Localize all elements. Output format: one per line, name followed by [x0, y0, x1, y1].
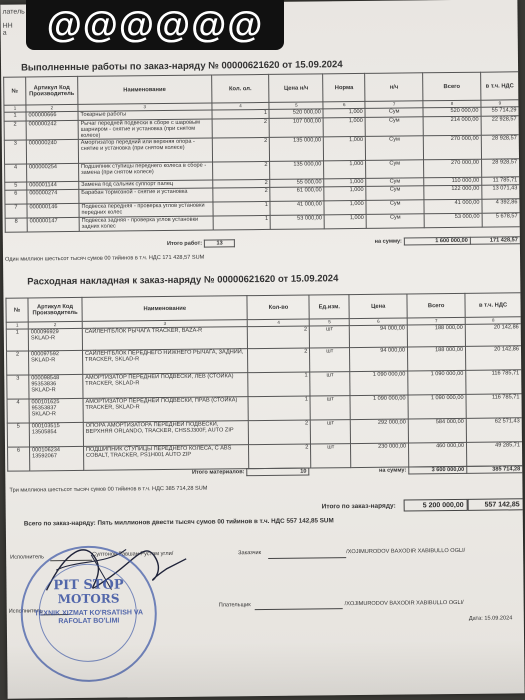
works-cell-total: 41 000,00	[424, 199, 482, 214]
materials-index-cell: 5	[309, 319, 349, 326]
works-cell-vat: 28 928,57	[481, 159, 519, 177]
works-cell-unit: Сум	[366, 214, 424, 229]
works-cell-name: Барабан тормозной - снятие и установка	[79, 188, 213, 203]
works-cell-total: 110 000,00	[424, 177, 482, 186]
materials-article-code: 000098548 95353836	[31, 375, 60, 388]
works-cell-unit: Сум	[366, 200, 424, 215]
materials-cell-unit: шт	[310, 348, 350, 372]
works-cell-norm: 1,000	[324, 214, 366, 228]
materials-header-cell: Наименование	[82, 296, 248, 322]
works-cell-n: 7	[5, 204, 27, 218]
works-cell-qty: 2	[212, 187, 270, 202]
materials-cell-code	[29, 422, 83, 447]
materials-header-cell: Всего	[407, 293, 465, 318]
stamp-logo-line-1: PIT STOP	[53, 577, 124, 594]
materials-cell-total: 584 000,00	[408, 418, 466, 443]
materials-cell-name: САЙЛЕНТБЛОК РЫЧАГА TRACKER, BAZA-R	[82, 327, 248, 351]
works-cell-code: 000000254	[27, 163, 79, 182]
works-cell-price: 107 000,00	[270, 118, 324, 138]
works-cell-unit: Сум	[366, 136, 424, 161]
customer-label: Заказчик	[238, 550, 262, 557]
works-cell-vat: 28 928,57	[481, 135, 519, 159]
materials-cell-qty: 2	[249, 444, 311, 469]
works-cell-qty: 2	[212, 137, 270, 162]
works-cell-name: Подвеска передняя - проверка углов установки передних колес	[79, 202, 213, 217]
stamp-logo-line-2: MOTORS	[57, 591, 120, 607]
works-cell-n: 4	[5, 164, 27, 182]
works-cell-code: 000000146	[27, 203, 79, 218]
works-header-cell: Норма	[323, 73, 365, 101]
works-sum-total: 1 600 000,00	[404, 237, 470, 245]
materials-cell-n: 6	[8, 447, 30, 471]
works-index-cell: 9	[481, 100, 519, 107]
materials-cell-n: 4	[7, 399, 29, 423]
works-index-cell: 1	[4, 105, 26, 112]
executor-label: Исполнитель	[10, 554, 45, 561]
works-header-cell: Всего	[423, 72, 481, 101]
company-stamp	[20, 545, 157, 682]
materials-header-cell: Цена	[349, 294, 407, 319]
materials-cell-vat: 116 785,71	[466, 370, 522, 395]
materials-cell-qty: 2	[249, 420, 311, 445]
works-cell-total: 270 000,00	[424, 159, 482, 178]
works-cell-norm: 1,000	[323, 108, 365, 117]
works-cell-total: 520 000,00	[423, 107, 481, 117]
works-cell-norm: 1,000	[324, 186, 366, 200]
grand-total-amount: 5 200 000,00	[404, 499, 468, 512]
works-index-cell: 5	[269, 102, 323, 110]
works-sum-label: на сумму:	[374, 238, 402, 245]
materials-cell-total: 1 090 000,00	[408, 370, 466, 395]
materials-index-cell: 3	[82, 320, 248, 329]
customer-name: /XOJIMURODOV BAXODIR XABIBULLO OGLI/	[346, 547, 466, 556]
works-cell-n: 8	[5, 218, 27, 232]
works-cell-vat: 13 071,43	[482, 185, 520, 199]
works-cell-total: 122 000,00	[424, 185, 482, 200]
materials-cell-vat: 49 285,71	[467, 442, 523, 467]
document-date: Дата: 15.09.2024	[468, 615, 513, 622]
materials-cell-price: 230 000,00	[351, 443, 409, 468]
works-cell-unit: Сум	[366, 160, 424, 179]
materials-cell-price: 1 090 000,00	[350, 395, 408, 420]
works-cell-vat: 11 785,71	[482, 177, 520, 185]
works-index-cell: 8	[423, 100, 481, 108]
materials-sum-label: на сумму:	[378, 467, 407, 474]
materials-cell-price: 292 000,00	[350, 419, 408, 444]
materials-article-code: 000106234 13592067	[31, 447, 61, 460]
materials-manufacturer: SKLAD-R	[31, 411, 56, 418]
works-header-cell: Цена н/ч	[269, 74, 323, 103]
works-cell-vat: 55 714,29	[481, 107, 519, 116]
works-cell-qty: 2	[212, 179, 270, 188]
works-cell-name: Амортизатор передний или верхняя опора - снятие и установка (при снятом колесе)	[78, 138, 212, 163]
materials-total-label: Итого материалов:	[191, 468, 245, 476]
materials-cell-unit: шт	[310, 372, 350, 396]
works-cell-price: 135 000,00	[270, 137, 324, 162]
works-cell-code: 000000274	[27, 189, 79, 204]
works-cell-code: 000000666	[26, 111, 78, 121]
works-cell-n: 5	[5, 182, 27, 190]
materials-cell-n: 1	[6, 329, 28, 351]
materials-cell-total: 1 090 000,00	[408, 394, 466, 419]
materials-manufacturer: SKLAD-R	[31, 387, 56, 394]
materials-cell-unit: шт	[311, 420, 351, 444]
works-cell-norm: 1,000	[324, 178, 366, 186]
works-cell-qty: 1	[213, 215, 271, 230]
materials-table	[5, 292, 523, 471]
materials-cell-n: 2	[7, 351, 29, 375]
works-cell-price: 53 000,00	[271, 215, 325, 230]
works-index-cell: 4	[212, 102, 270, 110]
materials-cell-code	[29, 398, 83, 423]
materials-cell-code	[29, 374, 83, 399]
works-cell-code: 000001144	[27, 181, 79, 190]
works-cell-price: 41 000,00	[270, 201, 324, 216]
works-cell-price: 61 000,00	[270, 187, 324, 202]
executor-name: Султонов Равшан Рустам угли/	[92, 550, 174, 558]
materials-manufacturer: SKLAD-R	[31, 357, 56, 364]
materials-index-cell: 4	[248, 319, 310, 327]
materials-header-cell: Кол-во	[247, 295, 309, 320]
works-cell-price: 520 000,00	[269, 109, 323, 119]
materials-cell-unit: шт	[311, 444, 351, 468]
materials-article-code: 000101625 95353837	[31, 399, 60, 412]
stamp-caption: TEXNIK XIZMAT KO'RSATISH VA RAFOLAT BO'LIMI	[34, 609, 144, 626]
top-fragment-line-2: НН а	[2, 22, 13, 37]
works-cell-name: Рычаг передней подвески в сборе с шаровым шарниром - снятие и установка (при снятом колесе)	[78, 119, 212, 139]
works-index-cell: 2	[26, 104, 78, 112]
works-sum-in-words: Один миллион шестьсот тысяч сумов 00 тийинов в т.ч. НДС 171 428,57 SUM	[5, 254, 205, 263]
redaction-sticker: @@@@@@	[26, 0, 284, 50]
materials-article-code: 000103515 13505854	[31, 423, 60, 436]
materials-article-code: 000097592	[30, 351, 60, 358]
works-total-qty: 13	[205, 240, 235, 247]
works-cell-name: Замена под сальник суппорт палец	[79, 180, 213, 189]
works-total-label: Итого работ:	[166, 240, 203, 247]
works-header-cell: в т.ч. НДС	[481, 72, 519, 100]
materials-cell-code	[28, 350, 82, 375]
materials-cell-total: 460 000,00	[409, 442, 467, 467]
materials-sum-vat: 385 714,28	[467, 466, 523, 474]
payer-label: Плательщик	[218, 602, 251, 609]
materials-cell-unit: шт	[310, 396, 350, 420]
materials-cell-name: АМОРТИЗАТОР ПЕРЕДНЕЙ ПОДВЕСКИ, ПРАВ (СТОЙКА) TRACKER, SKLAD-R	[83, 397, 249, 423]
materials-cell-price: 94 000,00	[350, 347, 408, 372]
materials-index-cell: 7	[407, 317, 465, 325]
materials-cell-qty: 1	[248, 396, 310, 421]
works-cell-unit: Сум	[365, 108, 423, 118]
materials-index-cell: 1	[6, 322, 28, 329]
works-cell-unit: Сум	[366, 178, 424, 187]
works-total-table	[5, 236, 521, 249]
works-cell-code: 000000242	[26, 120, 78, 140]
works-cell-n: 6	[5, 190, 27, 204]
works-cell-n: 1	[4, 112, 26, 121]
materials-cell-unit: шт	[310, 326, 350, 348]
works-header-cell: Артикул Код Производитель	[26, 76, 78, 105]
top-fragment-line-1: латель	[2, 8, 25, 16]
payer-signature-line	[255, 608, 343, 610]
materials-index-cell: 8	[465, 317, 521, 325]
materials-sum-total: 3 600 000,00	[409, 466, 467, 474]
materials-cell-vat: 20 142,86	[465, 324, 521, 347]
works-cell-n: 2	[4, 121, 26, 140]
materials-cell-vat: 116 785,71	[466, 394, 522, 419]
works-cell-norm: 1,000	[324, 160, 366, 178]
works-cell-code: 000000147	[27, 217, 79, 232]
works-cell-total: 214 000,00	[423, 116, 481, 136]
works-cell-total: 270 000,00	[423, 135, 481, 160]
works-cell-norm: 1,000	[324, 136, 366, 160]
works-index-cell: 7	[365, 101, 423, 109]
materials-cell-vat: 62 571,43	[466, 418, 522, 443]
materials-cell-qty: 2	[248, 326, 310, 349]
works-cell-price: 135 000,00	[270, 161, 324, 180]
materials-sum-in-words: Три миллиона шестьсот тысяч сумов 00 тийинов в т.ч. НДС 385 714,28 SUM	[9, 485, 208, 494]
works-cell-total: 53 000,00	[424, 213, 482, 228]
works-cell-name: Подшипник ступицы переднего колеса в сборе - замена (при снятом колесе)	[78, 162, 212, 181]
materials-cell-price: 1 090 000,00	[350, 371, 408, 396]
materials-cell-n: 3	[7, 375, 29, 399]
materials-cell-vat: 20 142,86	[466, 346, 522, 371]
works-index-cell: 3	[78, 103, 212, 111]
works-cell-unit: Сум	[365, 117, 423, 137]
works-cell-qty: 1	[213, 201, 271, 216]
materials-header-cell: Артикул Код Производитель	[28, 297, 82, 322]
works-title: Выполненные работы по заказ-наряду № 00000621620 от 15.09.2024	[20, 59, 343, 74]
materials-cell-name: САЙЛЕНТБЛОК ПЕРЕДНЕГО НИЖНЕГО РЫЧАГА, ЗАДНИЙ, TRACKER, SKLAD-R	[82, 349, 248, 375]
works-cell-n: 3	[4, 140, 26, 164]
works-cell-code: 000000240	[26, 139, 78, 164]
materials-cell-total: 188 000,00	[408, 346, 466, 371]
materials-index-cell: 2	[28, 321, 82, 329]
works-cell-price: 55 000,00	[270, 179, 324, 188]
materials-cell-price: 94 000,00	[349, 325, 407, 348]
second-executor-label: Исполнитель	[8, 608, 43, 615]
grand-total-vat: 557 142,85	[468, 498, 524, 511]
works-header-cell: Наименование	[78, 75, 212, 104]
materials-header-cell: №	[6, 298, 28, 322]
materials-article-code: 000096929	[30, 329, 59, 336]
works-cell-qty: 2	[212, 118, 270, 138]
works-cell-vat: 4 392,86	[482, 199, 520, 213]
materials-cell-name: АМОРТИЗАТОР ПЕРЕДНЕЙ ПОДВЕСКИ, ЛЕВ (СТОЙКА) TRACKER, SKLAD-R	[83, 373, 249, 399]
works-header-cell: н/ч	[365, 73, 423, 102]
customer-signature-line	[268, 557, 346, 559]
materials-cell-n: 5	[7, 423, 29, 447]
materials-manufacturer: SKLAD-R	[30, 335, 56, 342]
materials-header-cell: Ед.изм.	[309, 295, 349, 319]
grand-total-label: Итого по заказ-наряду:	[321, 502, 396, 511]
works-cell-vat: 5 678,57	[482, 213, 520, 227]
materials-cell-code	[29, 446, 83, 471]
works-total-row	[5, 237, 521, 249]
materials-cell-total: 188 000,00	[407, 324, 465, 347]
materials-cell-code	[28, 328, 82, 351]
works-index-cell: 6	[323, 101, 365, 108]
works-table	[3, 71, 521, 232]
materials-index-cell: 6	[349, 318, 407, 326]
materials-cell-name: ПОДШИПНИК СТУПИЦЫ ПЕРЕДНЕГО КОЛЕСА, С ABS COBALT, TRACKER, PS1H001 AUTO ZIP	[83, 445, 249, 471]
works-cell-vat: 22 928,57	[481, 116, 519, 135]
materials-header-cell: в т.ч. НДС	[465, 293, 521, 318]
materials-cell-qty: 1	[248, 372, 310, 397]
payer-name: /XOJIMURODOV BAXODIR XABIBULLO OGLI/	[344, 599, 464, 608]
works-header-cell: №	[4, 77, 26, 105]
works-cell-name: Подвеска задняя - проверка углов установки задних колес	[79, 216, 213, 231]
materials-total-qty: 10	[247, 468, 309, 476]
works-sum-vat: 171 428,57	[470, 237, 520, 245]
works-header-cell: Кол. ол.	[211, 74, 269, 103]
works-cell-qty: 2	[212, 161, 270, 180]
materials-cell-qty: 2	[248, 348, 310, 373]
materials-cell-name: ОПОРА АМОРТИЗАТОРА ПЕРЕДНЕЙ ПОДВЕСКИ, ВЕРХНЯЯ ORLANDO, TRACKER, CHSSJ300F, AUTO ZIP	[83, 421, 249, 447]
works-cell-norm: 1,000	[323, 117, 365, 136]
works-cell-norm: 1,000	[324, 200, 366, 214]
works-cell-qty: 1	[212, 109, 270, 119]
materials-title: Расходная накладная к заказ-наряду № 00000621620 от 15.09.2024	[27, 273, 339, 288]
works-cell-unit: Сум	[366, 186, 424, 201]
grand-total-in-words: Всего по заказ-наряду: Пять миллионов двести тысяч сумов 00 тийинов в т.ч. НДС 557 142,85 SUM	[23, 517, 334, 528]
works-cell-name: Токарные работы	[78, 110, 212, 120]
